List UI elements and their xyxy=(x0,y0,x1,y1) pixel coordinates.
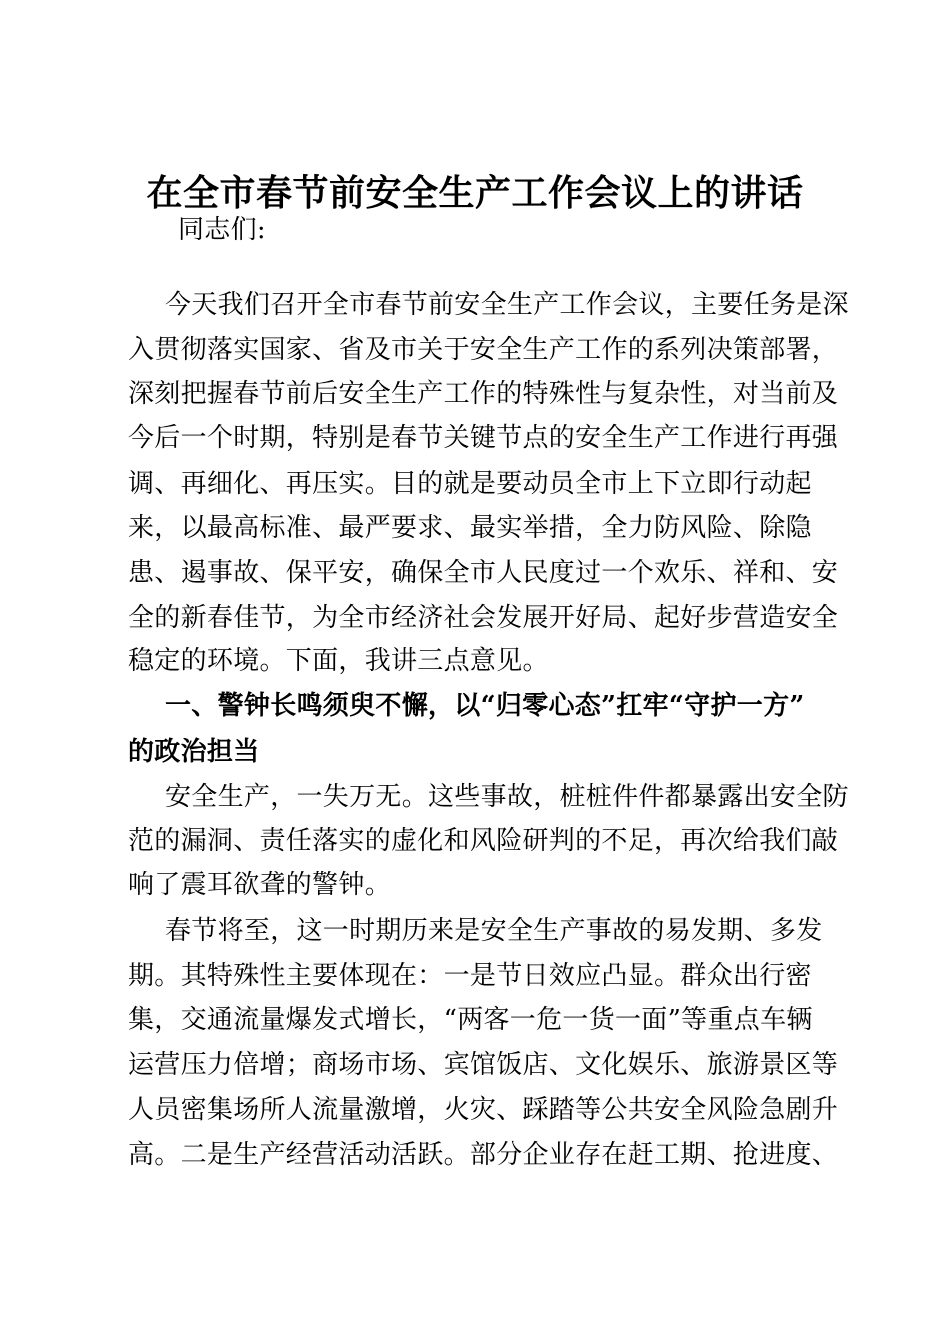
paragraph-line: 人员密集场所人流量激增，火灾、踩踏等公共安全风险急剧升 xyxy=(128,1095,839,1125)
paragraph-line: 今天我们召开全市春节前安全生产工作会议，主要任务是深 xyxy=(165,290,849,320)
document-title: 在全市春节前安全生产工作会议上的讲话 xyxy=(146,172,804,214)
paragraph-line: 来，以最高标准、最严要求、最实举措，全力防风险、除隐 xyxy=(128,513,812,543)
paragraph-line: 范的漏洞、责任落实的虚化和风险研判的不足，再次给我们敲 xyxy=(128,826,839,856)
paragraph-line: 运营压力倍增；商场市场、宾馆饭店、文化娱乐、旅游景区等 xyxy=(128,1050,839,1080)
paragraph-line: 入贯彻落实国家、省及市关于安全生产工作的系列决策部署， xyxy=(128,335,839,365)
paragraph-line: 响了震耳欲聋的警钟。 xyxy=(128,870,392,900)
paragraph-line: 期。其特殊性主要体现在：一是节日效应凸显。群众出行密 xyxy=(128,961,812,991)
paragraph-line: 安全生产，一失万无。这些事故，桩桩件件都暴露出安全防 xyxy=(165,782,849,812)
paragraph-line: 集，交通流量爆发式增长，“两客一危一货一面”等重点车辆 xyxy=(128,1005,813,1035)
paragraph-line: 患、遏事故、保平安，确保全市人民度过一个欢乐、祥和、安 xyxy=(128,558,839,588)
paragraph-line: 深刻把握春节前后安全生产工作的特殊性与复杂性，对当前及 xyxy=(128,379,839,409)
section-heading-line: 一、警钟长鸣须臾不懈，以“归零心态”扛牢“守护一方” xyxy=(165,691,805,721)
paragraph-line: 全的新春佳节，为全市经济社会发展开好局、起好步营造安全 xyxy=(128,603,839,633)
paragraph-line: 春节将至，这一时期历来是安全生产事故的易发期、多发 xyxy=(165,916,823,946)
paragraph-line: 高。二是生产经营活动活跃。部分企业存在赶工期、抢进度、 xyxy=(128,1140,839,1170)
paragraph-line: 今后一个时期，特别是春节关键节点的安全生产工作进行再强 xyxy=(128,423,839,453)
salutation: 同志们: xyxy=(178,215,266,245)
section-heading-line: 的政治担当 xyxy=(128,737,260,767)
paragraph-line: 调、再细化、再压实。目的就是要动员全市上下立即行动起 xyxy=(128,469,812,499)
paragraph-line: 稳定的环境。下面，我讲三点意见。 xyxy=(128,646,549,676)
